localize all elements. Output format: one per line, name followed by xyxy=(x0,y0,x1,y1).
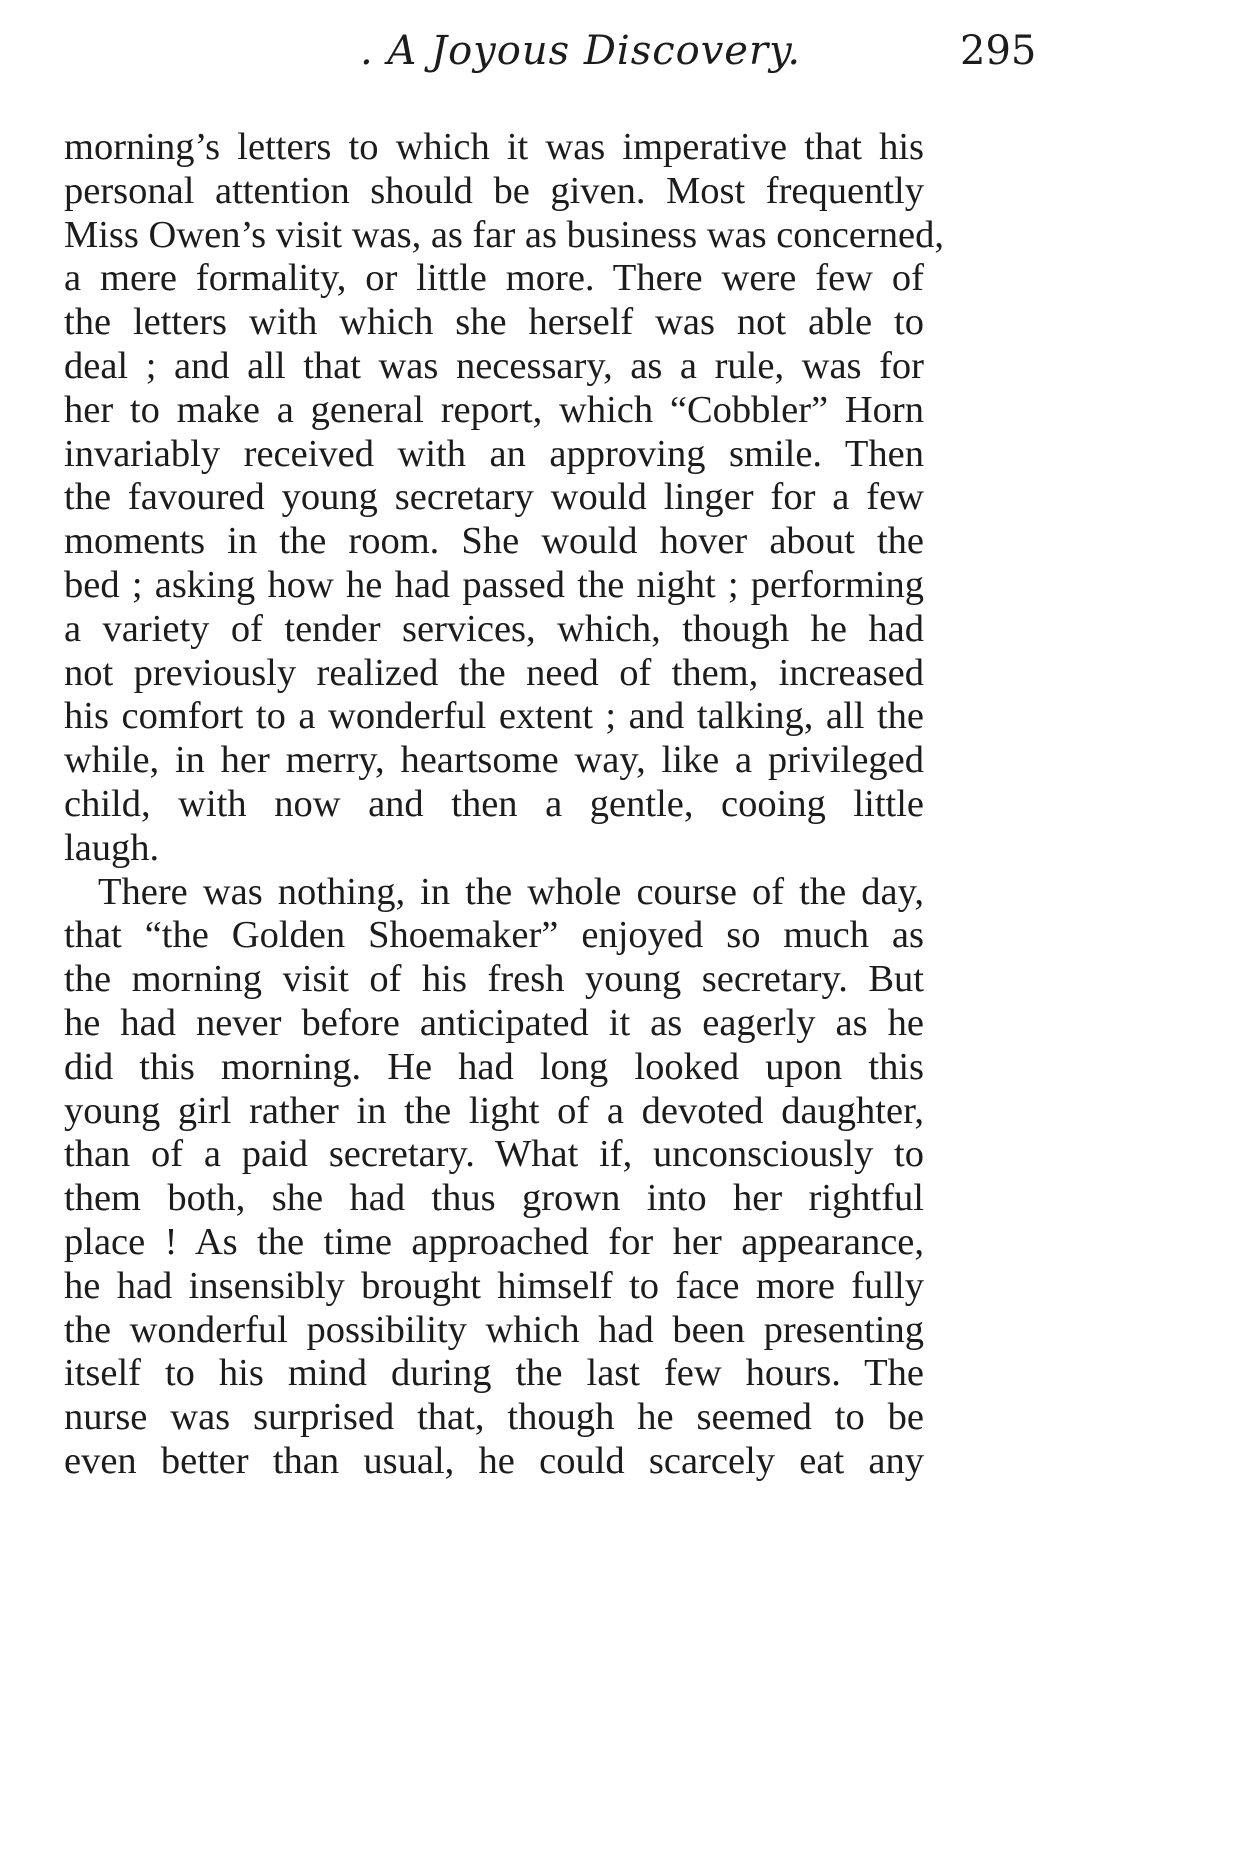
body-text xyxy=(64,126,944,1484)
text-line: the letters with which she herself was not able to xyxy=(64,301,924,344)
text-line: did this morning. He had long looked upon this xyxy=(64,1045,924,1088)
text-line: personal attention should be given. Most frequently xyxy=(64,169,924,212)
text-line: a mere formality, or little more. There were few of xyxy=(64,257,924,300)
page-number: 295 xyxy=(960,28,1037,74)
text-line: her to make a general report, which “Cobbler” Horn xyxy=(64,388,924,431)
running-head xyxy=(0,28,1243,88)
text-line: place ! As the time approached for her appearance, xyxy=(64,1220,924,1263)
paragraph xyxy=(64,126,944,871)
paragraph xyxy=(64,871,924,1484)
text-line: while, in her merry, heartsome way, like a privileged xyxy=(64,739,924,782)
text-line: invariably received with an approving smile. Then xyxy=(64,432,924,475)
text-line: not previously realized the need of them, increased xyxy=(64,651,924,694)
text-line: child, with now and then a gentle, cooing little xyxy=(64,782,924,825)
text-line: bed ; asking how he had passed the night ; performing xyxy=(64,563,924,606)
text-line: the favoured young secretary would linger for a few xyxy=(64,476,924,519)
running-title: . A Joyous Discovery. xyxy=(360,28,802,74)
text-line: Miss Owen’s visit was, as far as business was concerned, xyxy=(64,213,944,256)
text-line: a variety of tender services, which, though he had xyxy=(64,607,924,650)
text-line: he had insensibly brought himself to face more fully xyxy=(64,1264,924,1307)
text-line: that “the Golden Shoemaker” enjoyed so much as xyxy=(64,914,924,957)
text-line: even better than usual, he could scarcely eat any xyxy=(64,1439,924,1482)
text-line: morning’s letters to which it was imperative that his xyxy=(64,126,924,168)
text-line: than of a paid secretary. What if, unconsciously to xyxy=(64,1133,924,1176)
text-line: laugh. xyxy=(64,826,160,869)
text-line: the wonderful possibility which had been presenting xyxy=(64,1308,924,1351)
text-line: his comfort to a wonderful extent ; and talking, all the xyxy=(64,695,924,738)
text-line: them both, she had thus grown into her rightful xyxy=(64,1177,924,1220)
text-line: moments in the room. She would hover about the xyxy=(64,520,924,563)
text-line: young girl rather in the light of a devoted daughter, xyxy=(64,1089,924,1132)
text-line: There was nothing, in the whole course of the day, xyxy=(98,870,924,913)
text-line: he had never before anticipated it as eagerly as he xyxy=(64,1001,924,1044)
text-line: deal ; and all that was necessary, as a rule, was for xyxy=(64,344,924,387)
text-line: the morning visit of his fresh young secretary. But xyxy=(64,958,924,1001)
text-line: nurse was surprised that, though he seemed to be xyxy=(64,1396,924,1439)
text-line: itself to his mind during the last few hours. The xyxy=(64,1352,924,1395)
